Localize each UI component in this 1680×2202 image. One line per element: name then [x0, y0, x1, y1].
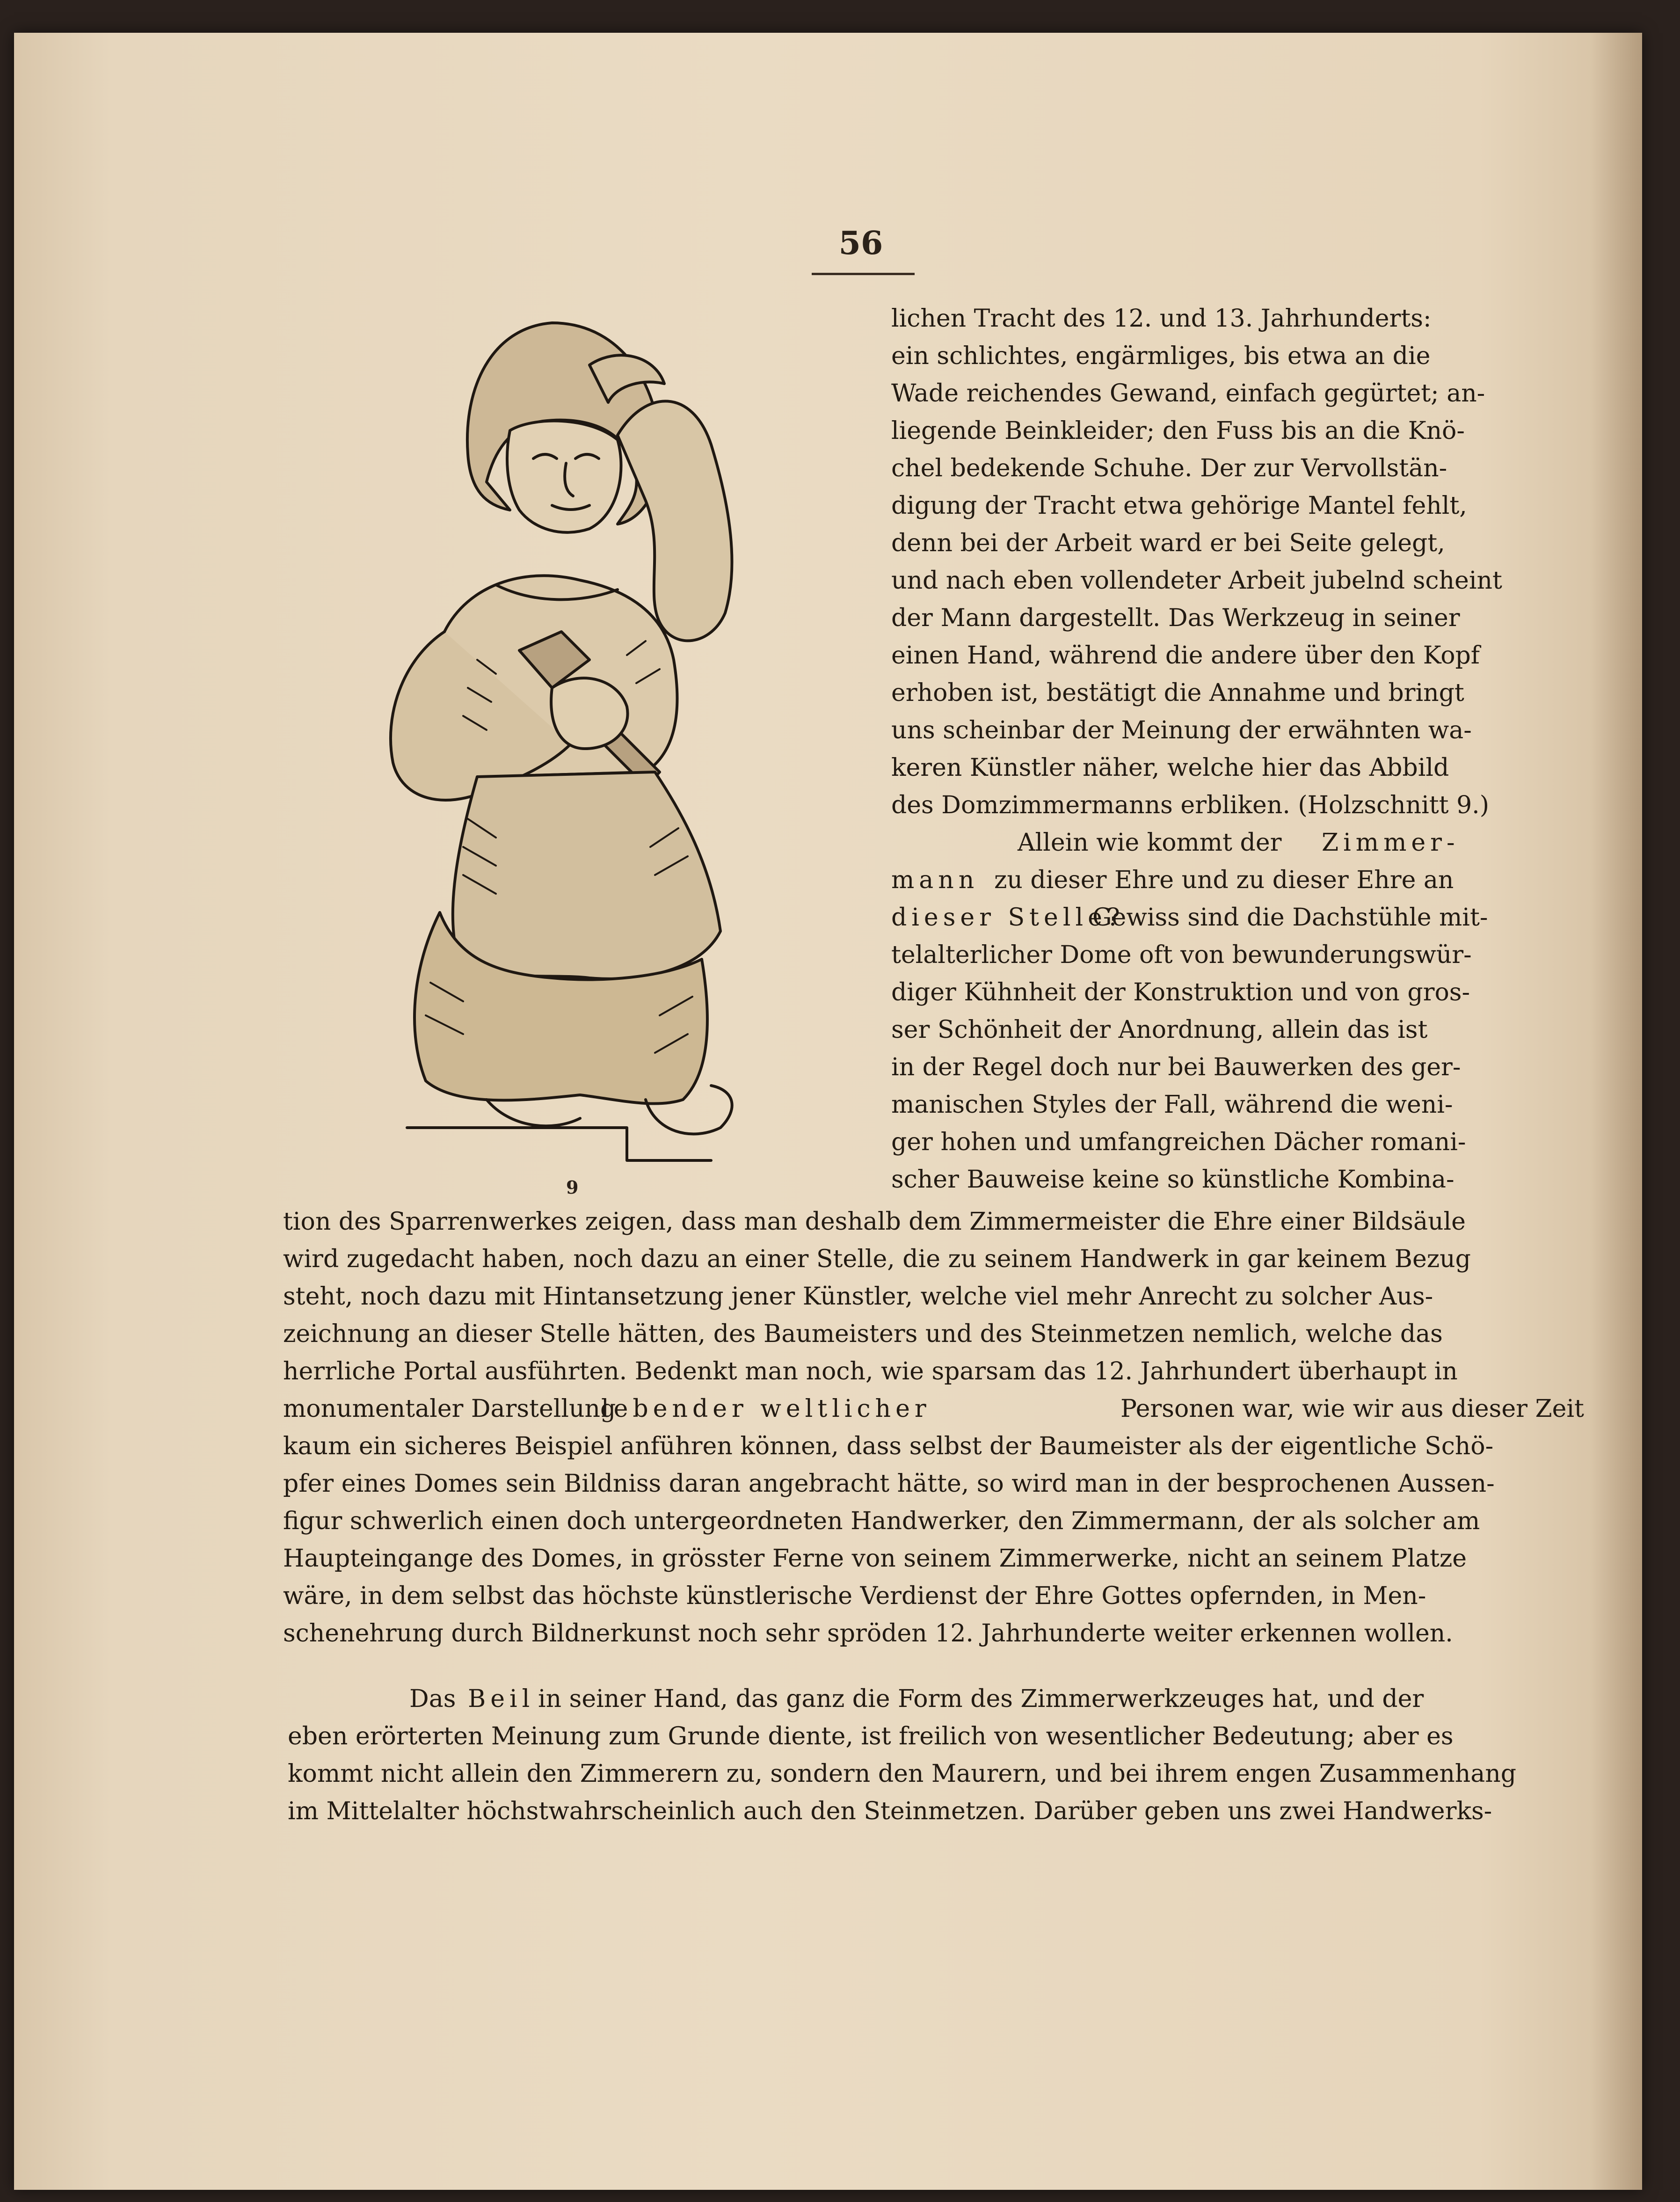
text-line: kommt nicht allein den Zimmerern zu, sondern den Maurern, und bei ihrem engen Zusammenhang — [288, 1760, 1517, 1788]
woodcut-figure — [290, 304, 861, 1184]
text-line: Gewiss sind die Dachstühle mit- — [1092, 904, 1488, 932]
text-line: chel bedekende Schuhe. Der zur Vervollstän- — [891, 454, 1447, 482]
text-line: Wade reichendes Gewand, einfach gegürtet; an- — [891, 379, 1485, 408]
text-line: ein schlichtes, engärmliges, bis etwa an die — [891, 342, 1431, 370]
emphasis-text: dieser Stelle? — [891, 904, 1125, 932]
text-line: der Mann dargestellt. Das Werkzeug in seiner — [891, 604, 1460, 632]
text-line: im Mittelalter höchstwahrscheinlich auch den Steinmetzen. Darüber geben uns zwei Handwerks- — [288, 1797, 1492, 1825]
text-line: Allein wie kommt der — [1018, 829, 1282, 857]
page-number: 56 — [838, 225, 883, 262]
text-line: tion des Sparrenwerkes zeigen, dass man deshalb dem Zimmermeister die Ehre einer Bildsäule — [283, 1208, 1466, 1236]
text-line: erhoben ist, bestätigt die Annahme und bringt — [891, 679, 1464, 707]
text-line: kaum ein sicheres Beispiel anführen können, dass selbst der Baumeister als der eigentliche Schö- — [283, 1432, 1494, 1460]
text-line: zu dieser Ehre und zu dieser Ehre an — [994, 866, 1454, 894]
text-line: keren Künstler näher, welche hier das Abbild — [891, 754, 1449, 782]
text-line: lichen Tracht des 12. und 13. Jahrhunderts: — [891, 305, 1432, 333]
text-line: und nach eben vollendeter Arbeit jubelnd scheint — [891, 567, 1502, 595]
text-line: ger hohen und umfangreichen Dächer romani- — [891, 1128, 1466, 1156]
text-line: schenehrung durch Bildnerkunst noch sehr spröden 12. Jahrhunderte weiter erkennen wollen. — [283, 1619, 1453, 1648]
text-line: in seiner Hand, das ganz die Form des Zimmerwerkzeuges hat, und der — [538, 1685, 1424, 1713]
text-line: manischen Styles der Fall, während die weni- — [891, 1091, 1453, 1119]
text-line: wäre, in dem selbst das höchste künstlerische Verdienst der Ehre Gottes opfernden, in Men- — [283, 1582, 1426, 1610]
page-edge-shadow — [1591, 33, 1642, 2190]
text-line: zeichnung an dieser Stelle hätten, des Baumeisters und des Steinmetzen nemlich, welche das — [283, 1320, 1443, 1348]
text-line: telalterlicher Dome oft von bewunderungswür- — [891, 941, 1472, 969]
figure-hand — [551, 678, 627, 749]
text-line: in der Regel doch nur bei Bauwerken des ger- — [891, 1053, 1461, 1081]
text-line: figur schwerlich einen doch untergeordneten Handwerker, den Zimmermann, der als solcher am — [283, 1507, 1480, 1535]
emphasis-text: mann — [891, 866, 979, 894]
text-line: einen Hand, während die andere über den Kopf — [891, 642, 1480, 670]
text-line: wird zugedacht haben, noch dazu an einer Stelle, die zu seinem Handwerk in gar keinem Bezug — [283, 1245, 1471, 1273]
text-line: monumentaler Darstellung — [283, 1395, 616, 1423]
text-line: Personen war, wie wir aus dieser Zeit — [1120, 1395, 1584, 1423]
text-line: uns scheinbar der Meinung der erwähnten wa- — [891, 716, 1472, 744]
emphasis-text: Beil — [468, 1685, 535, 1713]
text-line: liegende Beinkleider; den Fuss bis an die Knö- — [891, 417, 1465, 445]
text-line: ser Schönheit der Anordnung, allein das ist — [891, 1016, 1428, 1044]
text-line: Haupteingange des Domes, in grösster Ferne von seinem Zimmerwerke, nicht an seinem Platze — [283, 1545, 1467, 1573]
text-line: herrliche Portal ausführten. Bedenkt man noch, wie sparsam das 12. Jahrhundert überhaupt in — [283, 1357, 1458, 1385]
emphasis-text: Zimmer- — [1322, 829, 1460, 857]
text-line: denn bei der Arbeit ward er bei Seite gelegt, — [891, 529, 1445, 557]
text-line: Das — [409, 1685, 456, 1713]
text-line: diger Kühnheit der Konstruktion und von gros- — [891, 978, 1470, 1006]
text-line: des Domzimmermanns erbliken. (Holzschnitt 9.) — [891, 791, 1489, 819]
figure-tunic — [453, 772, 720, 979]
figure-caption: 9 — [566, 1177, 579, 1198]
emphasis-text: lebender weltlicher — [601, 1395, 931, 1423]
text-line: pfer eines Domes sein Bildniss daran angebracht hätte, so wird man in der besprochenen Aussen- — [283, 1470, 1495, 1498]
text-line: steht, noch dazu mit Hintansetzung jener Künstler, welche viel mehr Anrecht zu solcher Aus- — [283, 1283, 1433, 1311]
page-number-rule — [812, 273, 915, 275]
figure-base — [407, 1128, 711, 1160]
text-line: digung der Tracht etwa gehörige Mantel fehlt, — [891, 492, 1467, 520]
text-line: scher Bauweise keine so künstliche Kombina- — [891, 1166, 1455, 1194]
text-line: eben erörterten Meinung zum Grunde diente, ist freilich von wesentlicher Bedeutung; aber es — [288, 1722, 1454, 1750]
